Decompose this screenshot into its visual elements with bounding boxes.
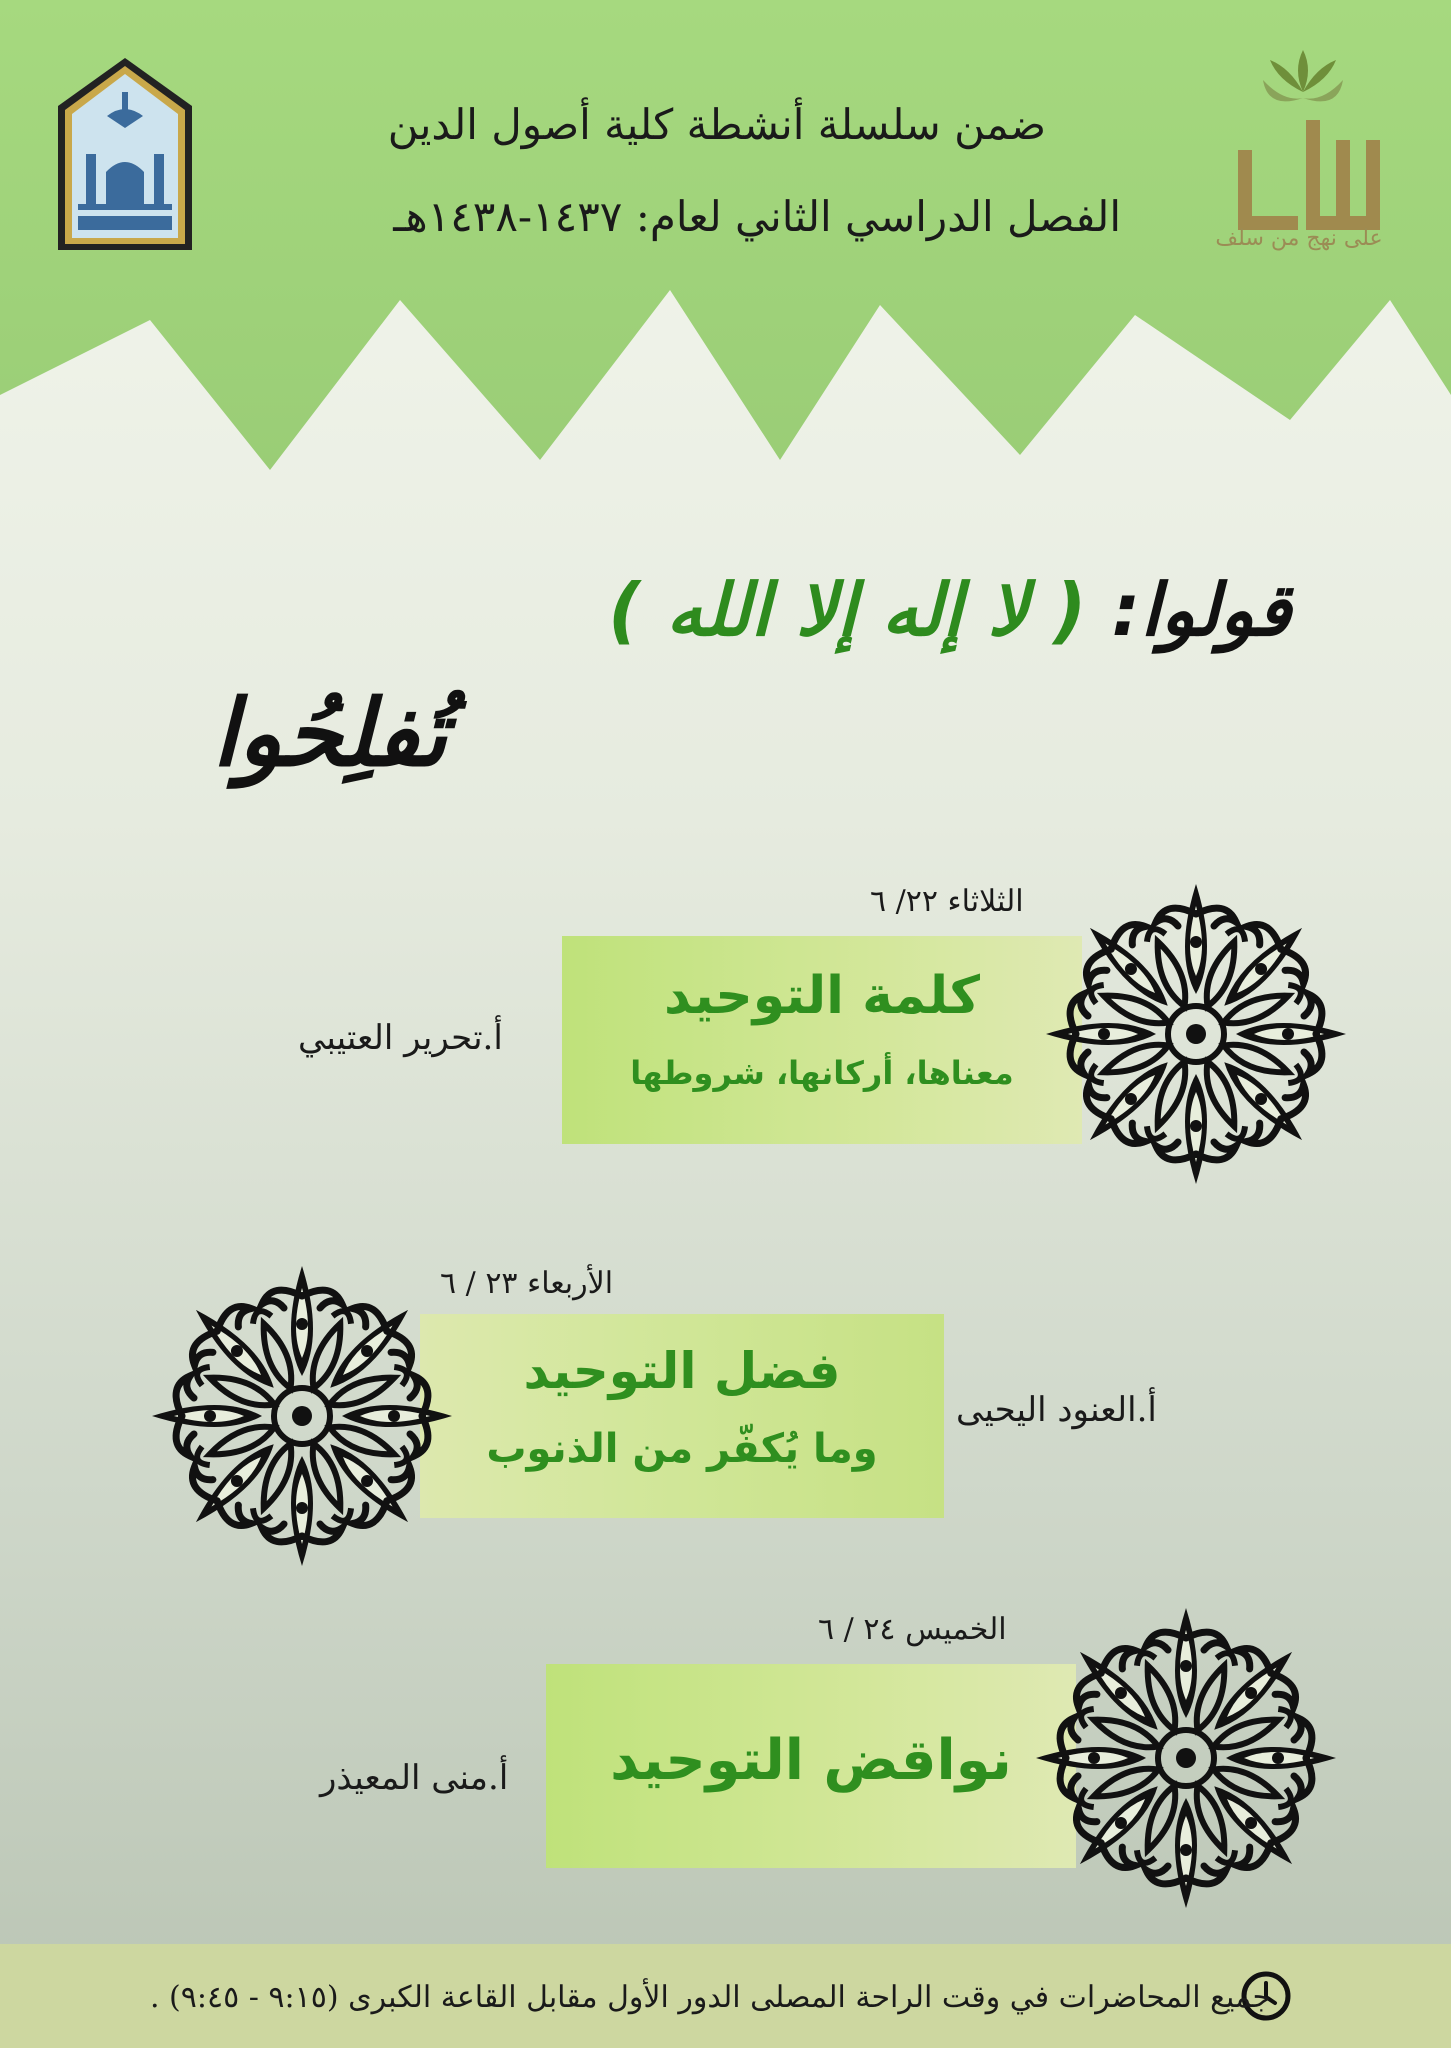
headline-part1: قولوا: [1111, 568, 1291, 652]
header-series-title: ضمن سلسلة أنشطة كلية أصول الدين [387, 100, 1046, 149]
lecture-speaker: أ.العنود اليحيى [956, 1390, 1157, 1430]
university-emblem-icon [52, 54, 198, 256]
headline-part3: تُفلِحُوا [212, 680, 448, 787]
lecture-card [562, 936, 1082, 1144]
arabesque-ornament-icon [1026, 1598, 1346, 1918]
arabesque-ornament-icon [1036, 874, 1356, 1194]
headline-shahada: ( لا إله إلا الله ) [608, 568, 1087, 652]
lecture-date: الأربعاء ٢٣ / ٦ [440, 1266, 614, 1301]
lecture-speaker: أ.منى المعيذر [320, 1758, 509, 1798]
lecture-title: كلمة التوحيد [664, 966, 980, 1026]
lecture-card [420, 1314, 944, 1518]
header-semester: الفصل الدراسي الثاني لعام: ١٤٣٧-١٤٣٨هـ [393, 192, 1121, 241]
lecture-subtitle: معناها، أركانها، شروطها [630, 1054, 1014, 1092]
arabesque-ornament-icon [142, 1256, 462, 1576]
lecture-title: فضل التوحيد [523, 1342, 841, 1400]
brand-tagline: على نهج من سلف [1215, 226, 1383, 251]
lecture-date: الخميس ٢٤ / ٦ [818, 1612, 1007, 1647]
lecture-subtitle: وما يُكفّر من الذنوب [486, 1426, 878, 1472]
lecture-title: نواقض التوحيد [610, 1728, 1012, 1793]
headline [608, 568, 1291, 652]
lecture-speaker: أ.تحرير العتيبي [298, 1018, 503, 1058]
lecture-card [546, 1664, 1076, 1868]
footer-note: جميع المحاضرات في وقت الراحة المصلى الدور الأول مقابل القاعة الكبرى (٩:١٥ - ٩:٤٥) . [149, 1980, 1271, 2015]
lecture-date: الثلاثاء ٢٢/ ٦ [870, 884, 1024, 919]
